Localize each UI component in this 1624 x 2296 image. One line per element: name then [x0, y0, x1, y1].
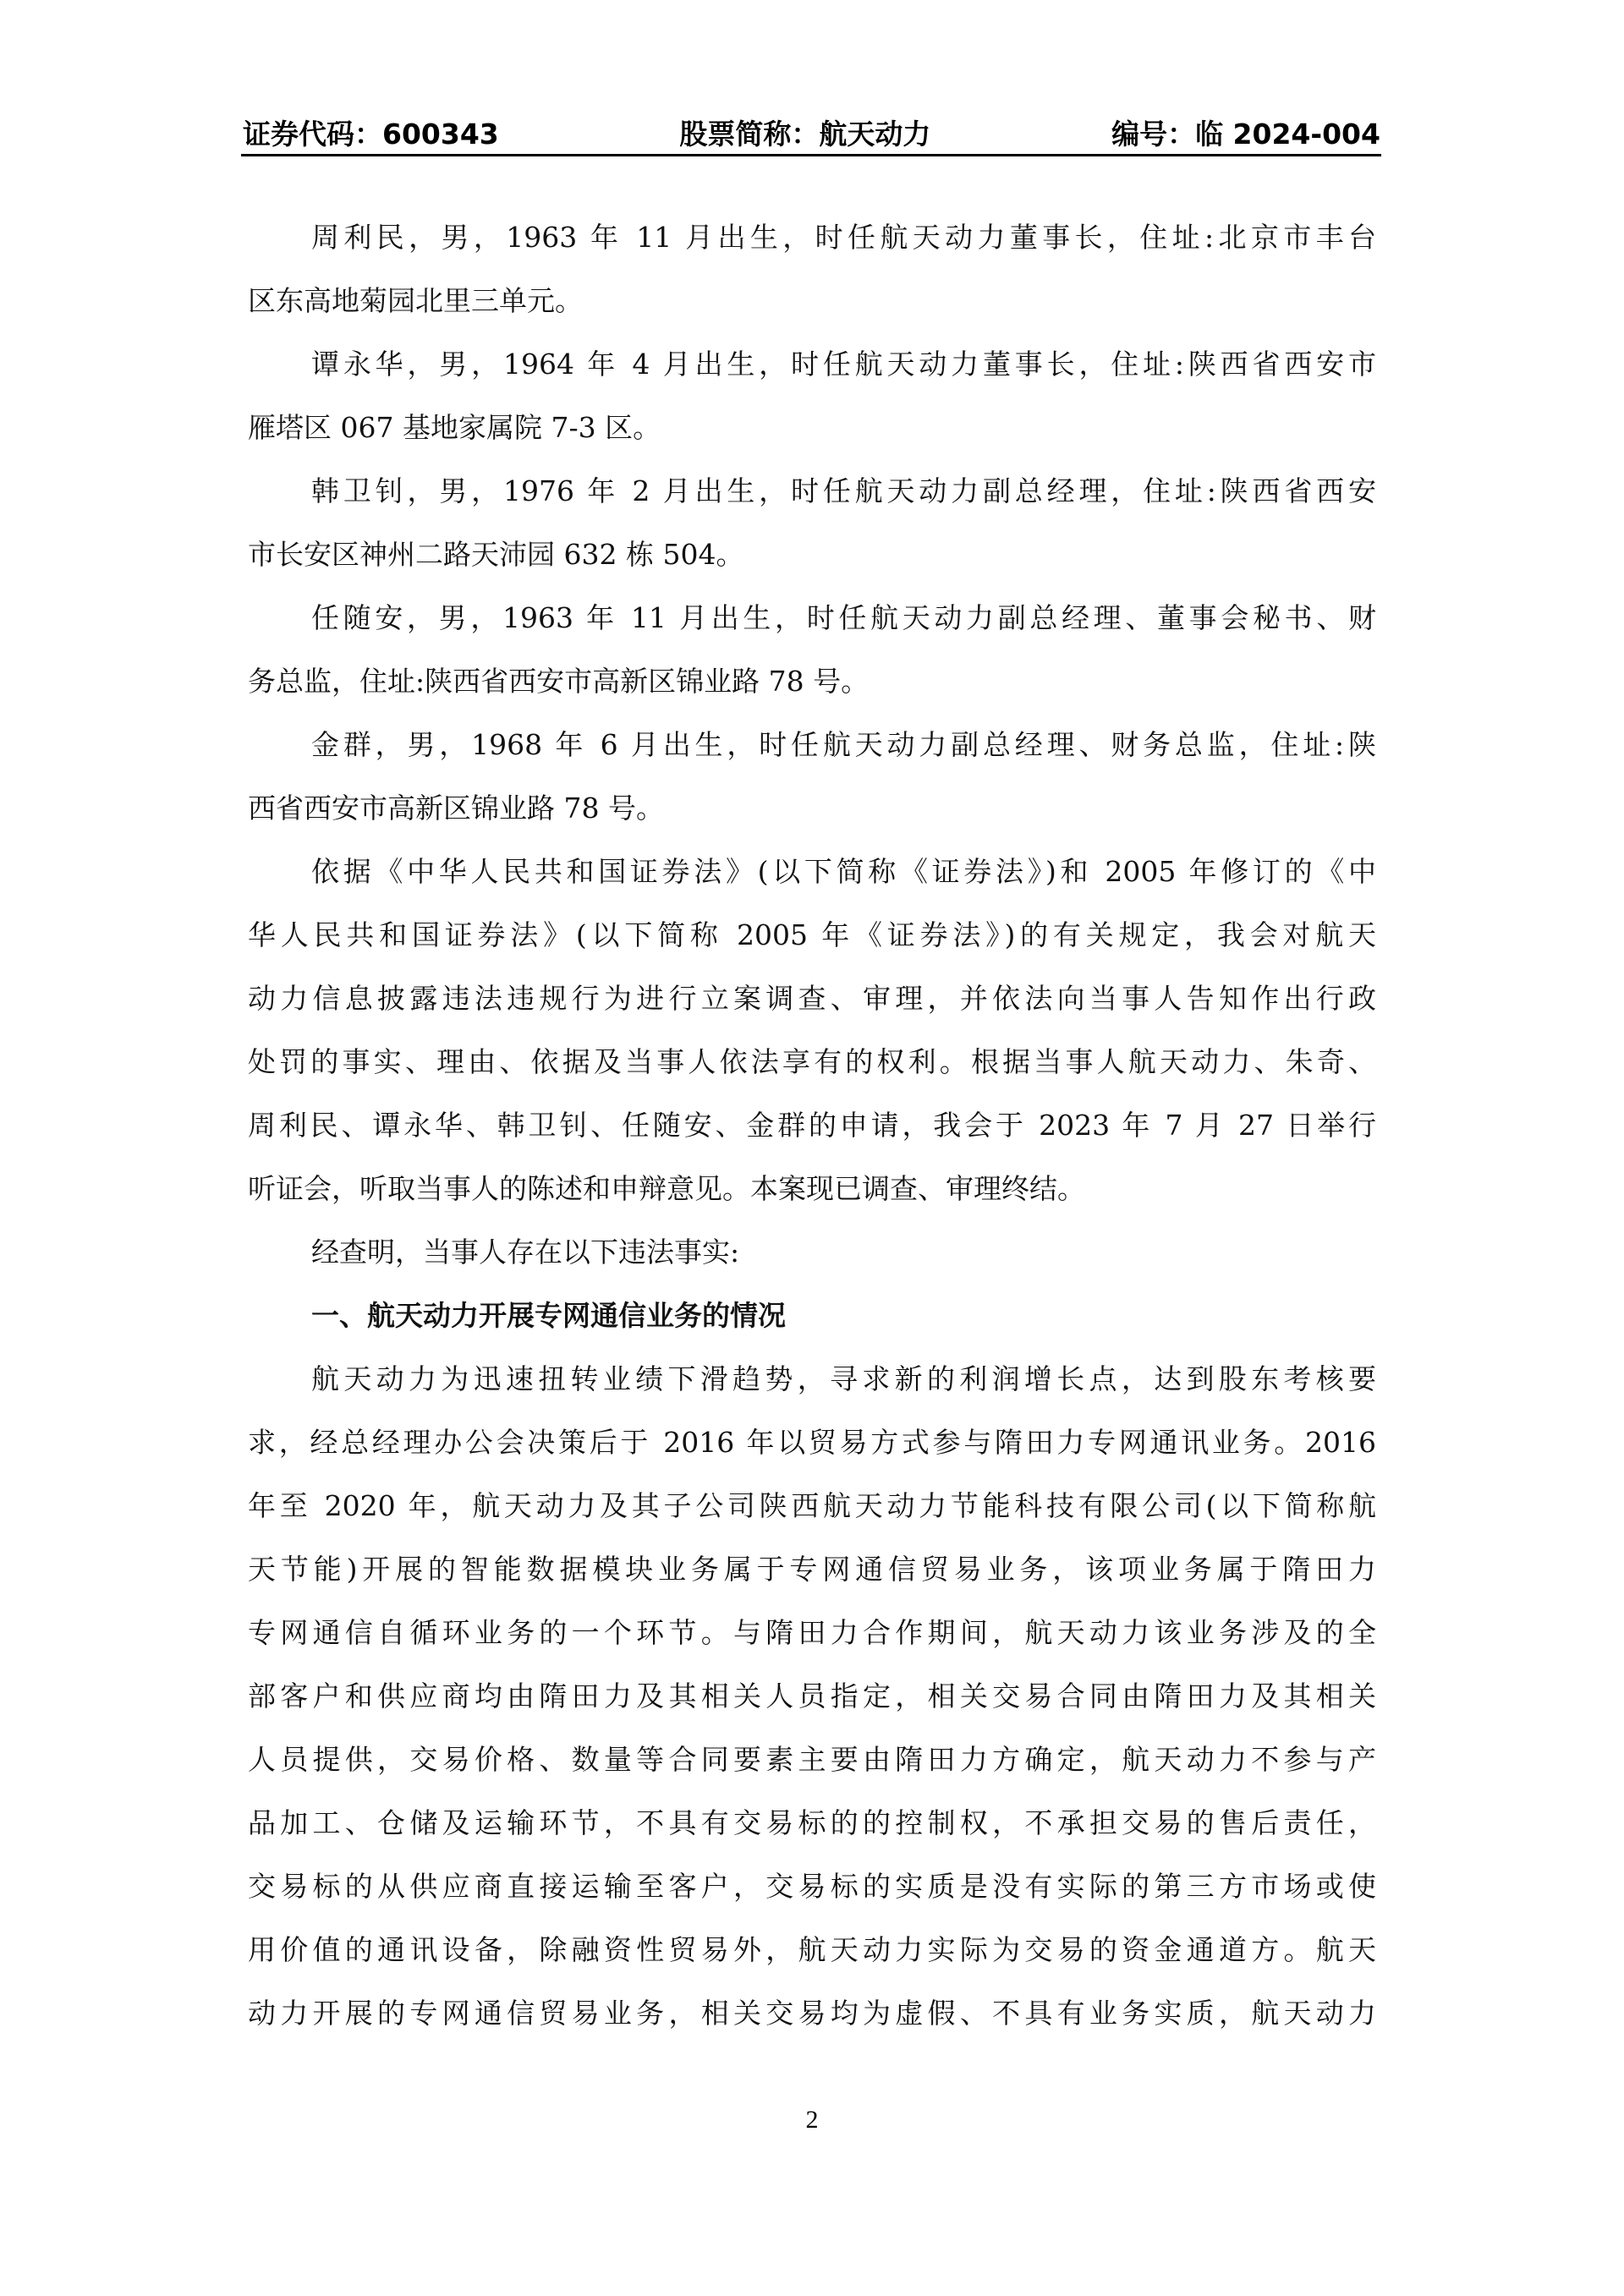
- text-line: 依据《中华人民共和国证券法》(以下简称《证券法》)和 2005 年修订的《中: [311, 855, 1376, 888]
- text-line: 用价值的通讯设备，除融资性贸易外，航天动力实际为交易的资金通道方。航天: [248, 1933, 1376, 1966]
- text-line: 华人民共和国证券法》(以下简称 2005 年《证券法》)的有关规定，我会对航天: [248, 918, 1376, 951]
- text-line: 交易标的从供应商直接运输至客户，交易标的实质是没有实际的第三方市场或使: [248, 1870, 1376, 1903]
- document-number: 编号：临 2024-004: [1111, 117, 1380, 151]
- text-line: 雁塔区 067 基地家属院 7-3 区。: [248, 411, 661, 444]
- text-line: 谭永华，男，1964 年 4 月出生，时任航天动力董事长，住址:陕西省西安市: [311, 348, 1376, 381]
- text-line: 动力信息披露违法违规行为进行立案调查、审理，并依法向当事人告知作出行政: [248, 982, 1376, 1015]
- stock-code: 证券代码：600343: [243, 117, 499, 151]
- text-line: 人员提供，交易价格、数量等合同要素主要由隋田力方确定，航天动力不参与产: [248, 1743, 1376, 1776]
- document-body: [248, 205, 1376, 2045]
- text-line: 韩卫钊，男，1976 年 2 月出生，时任航天动力副总经理，住址:陕西省西安: [311, 474, 1376, 507]
- text-line: 天节能)开展的智能数据模块业务属于专网通信贸易业务，该项业务属于隋田力: [248, 1553, 1376, 1586]
- text-line: 务总监，住址:陕西省西安市高新区锦业路 78 号。: [248, 665, 870, 698]
- text-line: 航天动力为迅速扭转业绩下滑趋势，寻求新的利润增长点，达到股东考核要: [311, 1362, 1376, 1395]
- text-line: 部客户和供应商均由隋田力及其相关人员指定，相关交易合同由隋田力及其相关: [248, 1680, 1376, 1712]
- text-line: 品加工、仓储及运输环节，不具有交易标的的控制权，不承担交易的售后责任，: [248, 1806, 1376, 1839]
- text-line: 周利民、谭永华、韩卫钊、任随安、金群的申请，我会于 2023 年 7 月 27 日举行: [248, 1109, 1376, 1142]
- header-divider: [241, 154, 1381, 156]
- text-line: 经查明，当事人存在以下违法事实:: [311, 1236, 740, 1269]
- text-line: 听证会，听取当事人的陈述和申辩意见。本案现已调查、审理终结。: [248, 1172, 1085, 1205]
- text-line: 周利民，男，1963 年 11 月出生，时任航天动力董事长，住址:北京市丰台: [311, 221, 1376, 254]
- text-line: 区东高地菊园北里三单元。: [248, 284, 583, 317]
- section-heading: 一、航天动力开展专网通信业务的情况: [311, 1299, 786, 1332]
- page-header: [243, 113, 1380, 151]
- text-line: 年至 2020 年，航天动力及其子公司陕西航天动力节能科技有限公司(以下简称航: [248, 1489, 1376, 1522]
- text-line: 专网通信自循环业务的一个环节。与隋田力合作期间，航天动力该业务涉及的全: [248, 1616, 1376, 1649]
- text-line: 处罚的事实、理由、依据及当事人依法享有的权利。根据当事人航天动力、朱奇、: [248, 1045, 1376, 1078]
- page-number: 2: [805, 2106, 819, 2134]
- text-line: 市长安区神州二路天沛园 632 栋 504。: [248, 538, 744, 571]
- text-line: 任随安，男，1963 年 11 月出生，时任航天动力副总经理、董事会秘书、财: [311, 601, 1376, 634]
- text-line: 动力开展的专网通信贸易业务，相关交易均为虚假、不具有业务实质，航天动力: [248, 1997, 1376, 2030]
- text-line: 金群，男，1968 年 6 月出生，时任航天动力副总经理、财务总监，住址:陕: [311, 728, 1376, 761]
- stock-name: 股票简称：航天动力: [679, 117, 931, 151]
- text-line: 求，经总经理办公会决策后于 2016 年以贸易方式参与隋田力专网通讯业务。2016: [248, 1426, 1376, 1459]
- text-line: 西省西安市高新区锦业路 78 号。: [248, 792, 664, 825]
